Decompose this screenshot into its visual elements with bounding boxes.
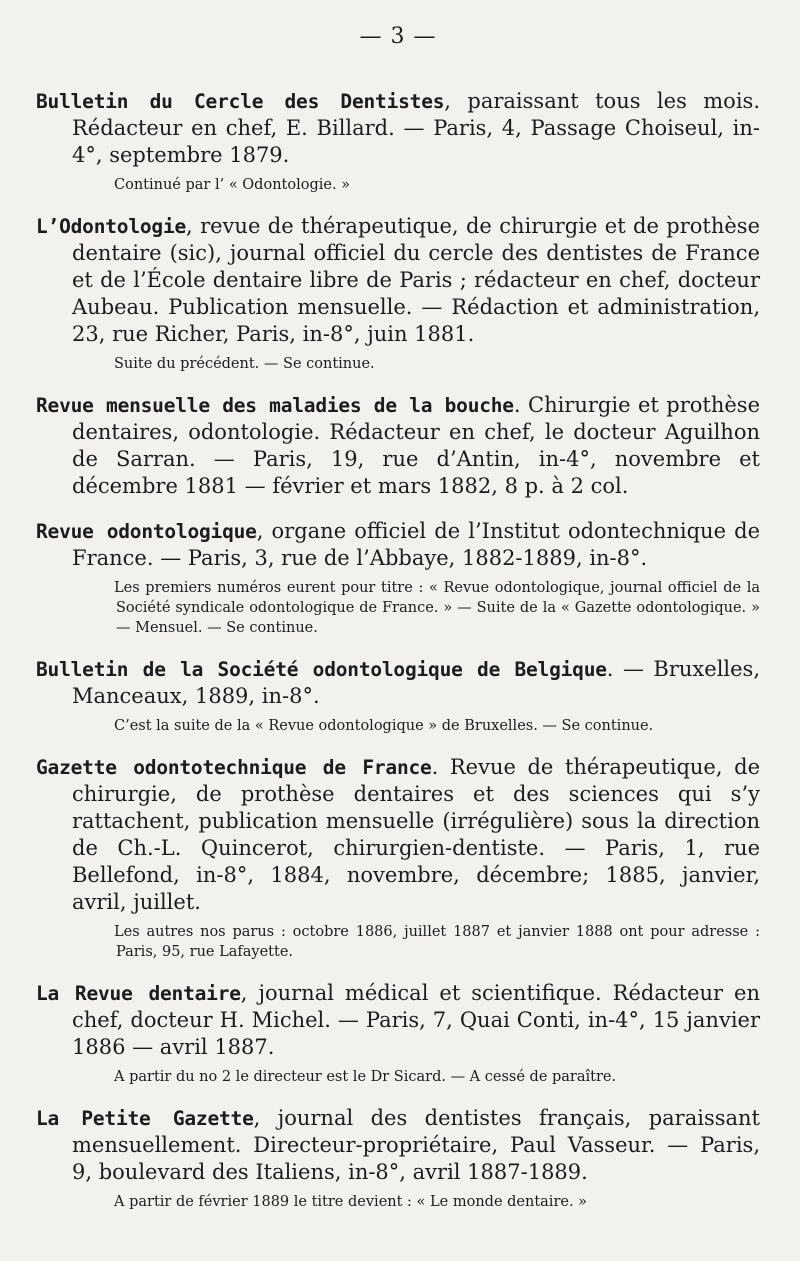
entry-main-text — [36, 213, 760, 348]
entry-main-text — [36, 518, 760, 572]
bibliography-entry — [36, 754, 760, 962]
entry-body: . — Bruxelles, Manceaux, 1889, in-8°. — [72, 657, 761, 708]
entry-body: . Revue de thérapeutique, de chirurgie, de prothèse dentaires et des sciences qui s’y rattachent, publication mensuelle (irrégulière) sous la direction de Ch.-L. Quincerot, chirurgien-dentiste. — Paris, 1, rue Bellefond, in-8°, 1884, novembre, décembre; 1885, janvier, avril, juillet. — [72, 755, 760, 914]
entry-note: Suite du précédent. — Se continue. — [114, 356, 375, 372]
entry-note: C’est la suite de la « Revue odontologique » de Bruxelles. — Se continue. — [114, 718, 654, 734]
entry-note: A partir du no 2 le directeur est le Dr Sicard. — A cessé de paraître. — [114, 1069, 617, 1085]
entry-main-text — [36, 1105, 760, 1186]
bibliography-entry — [36, 392, 760, 500]
entry-title: Bulletin de la Société odontologique de Belgique — [36, 658, 607, 681]
bibliography-entry — [36, 88, 760, 195]
entry-title: Bulletin du Cercle des Dentistes — [36, 90, 445, 113]
entry-title: Revue mensuelle des maladies de la bouche — [36, 394, 514, 417]
page-number: — 3 — — [359, 24, 437, 49]
entry-body: , journal des dentistes français, paraissant mensuellement. Directeur-propriétaire, Paul Vasseur. — Paris, 9, boulevard des Italiens, in-8°, avril 1887-1889. — [72, 1106, 760, 1184]
bibliography-entry — [36, 980, 760, 1087]
entry-main-text — [36, 392, 760, 500]
entry-title: La Petite Gazette — [36, 1107, 254, 1130]
entry-body: . Chirurgie et prothèse dentaires, odontologie. Rédacteur en chef, le docteur Aguilhon de Sarran. — Paris, 19, rue d’Antin, in-4°, novembre et décembre 1881 — février et mars 1882, 8 p. à 2 col. — [72, 393, 761, 498]
entry-main-text — [36, 980, 760, 1061]
entry-body: , revue de thérapeutique, de chirurgie et de prothèse dentaire (sic), journal officiel du cercle des dentistes de France et de l’École dentaire libre de Paris ; rédacteur en chef, docteur Aubeau. Publication mensuelle. — Rédaction et administration, 23, rue Richer, Paris, in-8°, juin 1881. — [72, 214, 760, 346]
bibliography-entry — [36, 1105, 760, 1212]
bibliography-entry — [36, 656, 760, 736]
entry-note: Continué par l’ « Odontologie. » — [114, 177, 351, 193]
entry-title: La Revue dentaire — [36, 982, 241, 1005]
entry-title: Gazette odontotechnique de France — [36, 756, 432, 779]
entry-title: Revue odontologique — [36, 520, 257, 543]
entry-main-text — [36, 754, 760, 916]
entry-note: Les premiers numéros eurent pour titre : « Revue odontologique, journal officiel de la Société syndicale odontologique de France. » — Suite de la « Gazette odontologique. » — Mensuel. — Se continue. — [114, 580, 760, 636]
entry-body: , journal médical et scientifique. Rédacteur en chef, docteur H. Michel. — Paris, 7, Quai Conti, in-4°, 15 janvier 1886 — avril 1887. — [72, 981, 760, 1059]
entry-note: A partir de février 1889 le titre devient : « Le monde dentaire. » — [114, 1194, 588, 1210]
entry-body: , paraissant tous les mois. Rédacteur en chef, E. Billard. — Paris, 4, Passage Choiseul, in-4°, septembre 1879. — [72, 89, 760, 167]
entry-title: L’Odontologie — [36, 215, 187, 238]
bibliography-entry — [36, 518, 760, 638]
entry-note: Les autres nos parus : octobre 1886, juillet 1887 et janvier 1888 ont pour adresse : Paris, 95, rue Lafayette. — [114, 924, 760, 960]
entry-main-text — [36, 88, 760, 169]
bibliography-entry — [36, 213, 760, 374]
entry-body: , organe officiel de l’Institut odontechnique de France. — Paris, 3, rue de l’Abbaye, 1882-1889, in-8°. — [72, 519, 760, 570]
entry-main-text — [36, 656, 760, 710]
